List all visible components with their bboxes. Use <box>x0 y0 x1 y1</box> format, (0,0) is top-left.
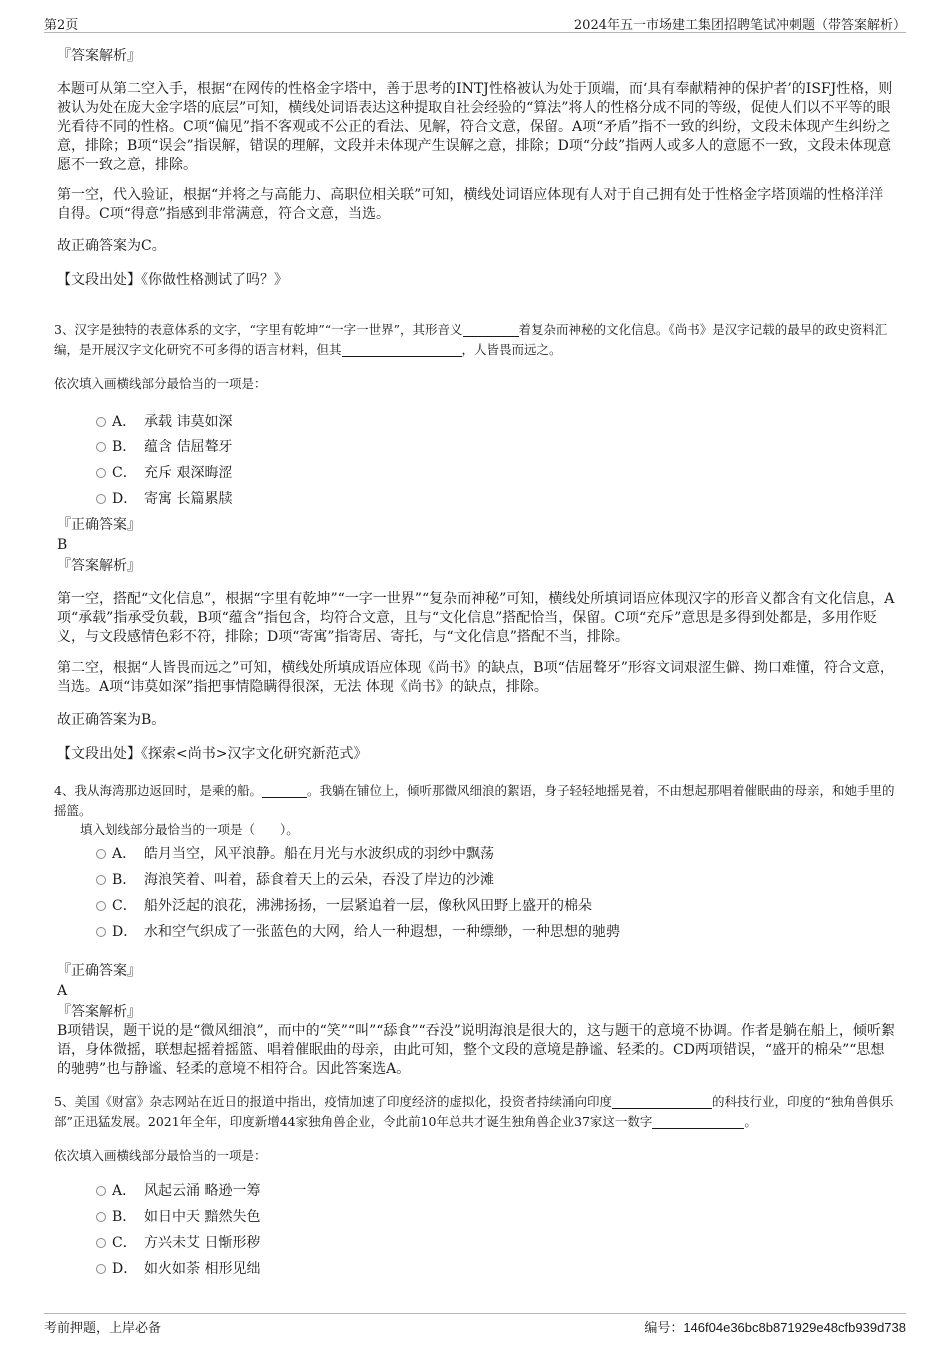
q2-conclusion: 故正确答案为C。 <box>57 238 166 254</box>
q2-source: 【文段出处】《你做性格测试了吗？》 <box>57 272 288 288</box>
q3-correct-label: 『正确答案』 <box>57 517 141 533</box>
q4-analysis: B项错误，题干说的是“微风细浪”，而中的“笑”“叫”“舔食”“吞没”说明海浪是很大的，这与题干的意境不协调。作者是躺在船上，倾听絮语，身体微摇，联想起摇着摇篮、唱着催眠曲的母亲，由此可知，整个文段的意境是静谧、轻柔的。CD两项错误，“盛开的棉朵”“思想的驰骋”也与静谧、轻柔的意境不相符合。因此答案选A。 <box>57 1023 895 1077</box>
q5-option-a[interactable]: A． 风起云涌 略逊一筹 <box>96 1181 260 1201</box>
page-header <box>44 14 906 33</box>
radio-icon[interactable] <box>96 1238 106 1248</box>
q3-option-b[interactable]: B． 蕴含 佶屈聱牙 <box>96 437 232 457</box>
q5-option-d[interactable]: D． 如火如荼 相形见绌 <box>96 1259 260 1279</box>
radio-icon[interactable] <box>96 875 106 885</box>
q5-option-b[interactable]: B． 如日中天 黯然失色 <box>96 1207 260 1227</box>
q5-blank-2 <box>652 1114 744 1129</box>
q4-option-c[interactable]: C． 船外泛起的浪花，沸沸扬扬，一层紧追着一层，像秋风田野上盛开的棉朵 <box>96 896 592 916</box>
q3-prompt: 依次填入画横线部分最恰当的一项是： <box>54 376 267 391</box>
q4-correct-label: 『正确答案』 <box>57 963 141 979</box>
radio-icon[interactable] <box>96 901 106 911</box>
q4-blank <box>262 783 307 798</box>
q4-correct-answer: A <box>57 983 68 999</box>
radio-icon[interactable] <box>96 442 106 452</box>
q4-analysis-label: 『答案解析』 <box>57 1004 141 1020</box>
q3-source: 【文段出处】《探索<尚书>汉字文化研究新范式》 <box>57 746 368 762</box>
radio-icon[interactable] <box>96 1264 106 1274</box>
radio-icon[interactable] <box>96 1212 106 1222</box>
q3-analysis-para2: 第二空，根据“人皆畏而远之”可知，横线处所填成语应体现《尚书》的缺点，B项“佶屈聱牙”形容文词艰涩生僻、拗口难懂，符合文意，当选。A项“讳莫如深”指把事情隐瞒得很深，无法 体现《尚书》的缺点，排除。 <box>57 660 894 695</box>
q2-analysis-para2: 第一空，代入验证，根据“并将之与高能力、高职位相关联”可知，横线处词语应体现有人对于自己拥有处于性格金字塔顶端的性格洋洋自得。C项“得意”指感到非常满意，符合文意，当选。 <box>57 187 884 222</box>
document-title: 2024年五一市场建工集团招聘笔试冲刺题（带答案解析） <box>573 18 906 33</box>
q4-option-d[interactable]: D． 水和空气织成了一张蓝色的大网，给人一种遐想，一种缥缈，一种思想的驰骋 <box>96 922 620 942</box>
q5-option-c[interactable]: C． 方兴未艾 日惭形秽 <box>96 1233 260 1253</box>
radio-icon[interactable] <box>96 927 106 937</box>
q5-stem: 5、美国《财富》杂志网站在近日的报道中指出，疫情加速了印度经济的虚拟化，投资者持续涌向印度 的科技行业，印度的“独角兽俱乐部”正迅猛发展。2021年全年，印度新增44家独角兽企业，令此前10年总共才诞生独角兽企业37家这一数字 。 <box>54 1094 894 1129</box>
q2-analysis-label: 『答案解析』 <box>57 48 141 64</box>
radio-icon[interactable] <box>96 417 106 427</box>
document-code: 编号：146f04e36bc8b871929e48cfb939d738 <box>644 1320 906 1336</box>
q2-analysis-para1: 本题可从第二空入手，根据“在网传的性格金字塔中，善于思考的INTJ性格被认为处于顶端，而‘具有奉献精神的保护者’的ISFJ性格，则被认为处在庞大金字塔的底层”可知，横线处词语表达这种提取自社会经验的“算法”将人的性格分成不同的等级，促使人们以不平等的眼光看待不同的性格。C项“偏见”指不客观或不公正的看法、见解，符合文意，保留。A项“矛盾”指不一致的纠纷，文段未体现产生纠纷之意，排除；B项“误会”指误解，错误的理解，文段并未体现产生误解之意，排除；D项“分歧”指两人或多人的意愿不一致，文段未体现意愿不一致之意，排除。 <box>57 81 893 173</box>
q3-analysis-label: 『答案解析』 <box>57 558 141 574</box>
q3-option-d[interactable]: D． 寄寓 长篇累牍 <box>96 489 232 509</box>
page-footer <box>44 1313 906 1336</box>
q3-option-a[interactable]: A． 承载 讳莫如深 <box>96 412 232 432</box>
q4-prompt: 填入划线部分最恰当的一项是（ ）。 <box>80 822 299 837</box>
radio-icon[interactable] <box>96 468 106 478</box>
page-number: 第2页 <box>44 18 79 33</box>
q5-blank-1 <box>612 1094 712 1109</box>
q3-blank-1 <box>463 322 519 337</box>
q3-conclusion: 故正确答案为B。 <box>57 712 166 728</box>
q3-correct-answer: B <box>57 537 68 553</box>
q3-analysis-para1: 第一空，搭配“文化信息”，根据“字里有乾坤”“一字一世界”“复杂而神秘”可知，横线处所填词语应体现汉字的形音义都含有文化信息，A项“承载”指承受负载，B项“蕴含”指包含，均符合文意，且与“文化信息”搭配恰当，保留。C项“充斥”意思是多得到处都是，多用作贬义，与文段感情色彩不符，排除；D项“寄寓”指寄居、寄托，与“文化信息”搭配不当，排除。 <box>57 591 895 645</box>
footer-slogan: 考前押题，上岸必备 <box>44 1321 162 1336</box>
q4-option-a[interactable]: A． 皓月当空，风平浪静。船在月光与水波织成的羽纱中飘荡 <box>96 844 494 864</box>
q4-stem: 4、我从海湾那边返回时，是乘的船。 。我躺在铺位上，倾听那微风细浪的絮语，身子轻轻地摇晃着，不由想起那唱着催眠曲的母亲，和她手里的摇篮。 <box>54 783 895 818</box>
radio-icon[interactable] <box>96 494 106 504</box>
q4-option-b[interactable]: B． 海浪笑着、叫着，舔食着天上的云朵，吞没了岸边的沙滩 <box>96 870 494 890</box>
q5-prompt: 依次填入画横线部分最恰当的一项是： <box>54 1148 267 1163</box>
radio-icon[interactable] <box>96 849 106 859</box>
radio-icon[interactable] <box>96 1186 106 1196</box>
q3-blank-2 <box>342 342 462 357</box>
q3-stem: 3、汉字是独特的表意体系的文字，“字里有乾坤”“一字一世界”，其形音义 着复杂而神秘的文化信息。《尚书》是汉字记载的最早的政史资料汇编，是开展汉字文化研究不可多得的语言材料，但其 ，人皆畏而远之。 <box>54 322 888 357</box>
q3-option-c[interactable]: C． 充斥 艰深晦涩 <box>96 463 232 483</box>
